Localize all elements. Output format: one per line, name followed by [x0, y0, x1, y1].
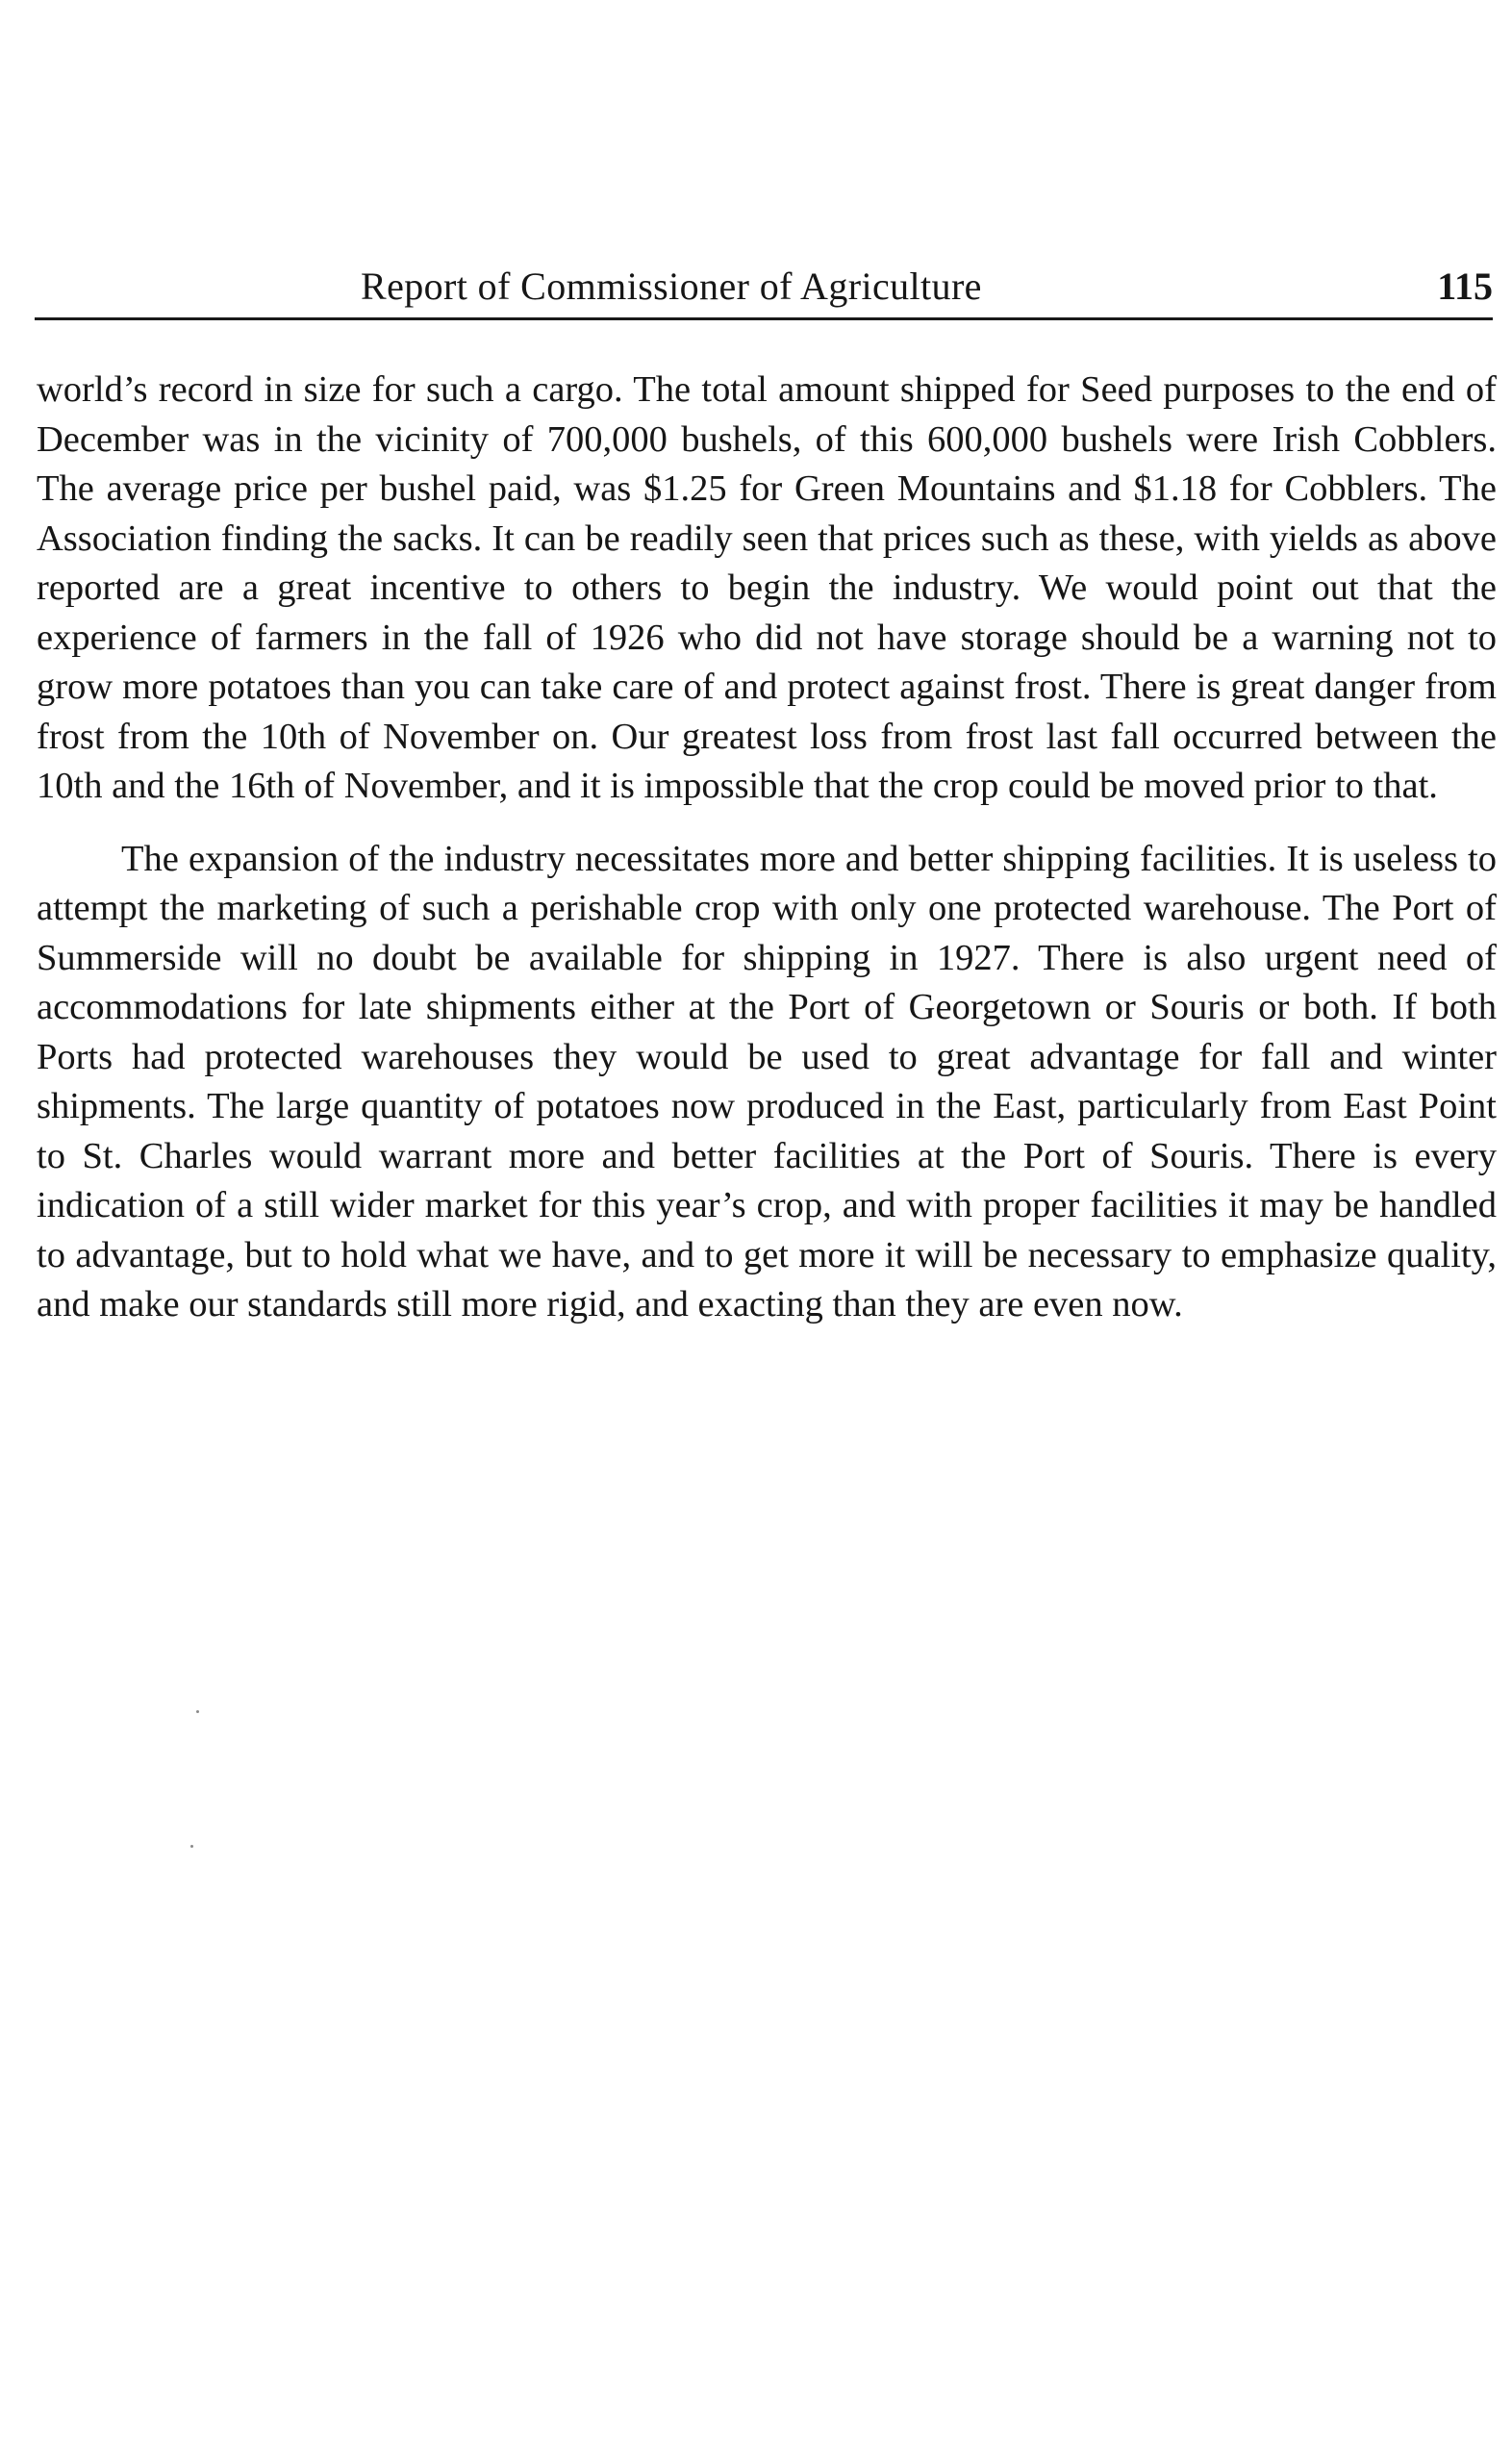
body-text — [37, 366, 1497, 1330]
paragraph-2: The expansion of the industry necessitates more and better shipping facilities. It is useless to attempt the marketing of such a perishable crop with only one protected warehouse. The Port of Summerside will no doubt be available for shipping in 1927. There is also urgent need of accommodations for late shipments either at the Port of Georgetown or Souris or both. If both Ports had protected warehouses they would be used to great advantage for fall and winter shipments. The large quantity of potatoes now produced in the East, particularly from East Point to St. Charles would warrant more and better facilities at the Port of Souris. There is every indication of a still wider market for this year’s crop, and with proper facilities it may be handled to advantage, but to hold what we have, and to get more it will be necessary to emphasize quality, and make our standards still more rigid, and exacting than they are even now. — [37, 838, 1497, 1324]
scan-speck — [196, 1710, 199, 1713]
running-head — [35, 252, 1493, 321]
page-number: 115 — [1437, 265, 1493, 308]
running-title: Report of Commissioner of Agriculture — [361, 265, 982, 308]
paragraph-1: world’s record in size for such a cargo. The total amount shipped for Seed purposes to the end of December was in the vicinity of 700,000 bushels, of this 600,000 bushels were Irish Cobblers. The average price per bushel paid, was $1.25 for Green Mountains and $1.18 for Cobblers. The Association finding the sacks. It can be readily seen that prices such as these, with yields as above reported are a great incentive to others to begin the industry. We would point out that the experience of farmers in the fall of 1926 who did not have storage should be a warning not to grow more potatoes than you can take care of and protect against frost. There is great danger from frost from the 10th of November on. Our greatest loss from frost last fall occurred between the 10th and the 16th of November, and it is impossible that the crop could be moved prior to that. — [37, 369, 1497, 806]
scan-speck — [190, 1845, 193, 1848]
header-rule — [35, 317, 1493, 320]
